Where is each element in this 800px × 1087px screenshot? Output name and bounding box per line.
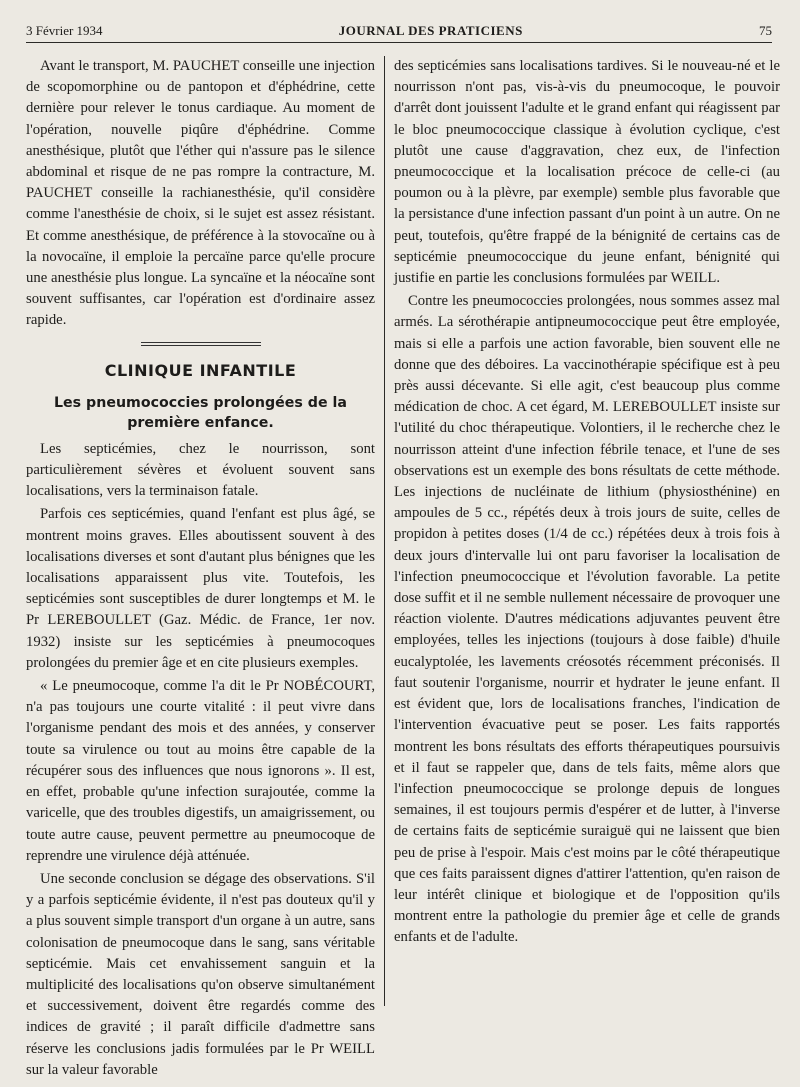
page-header — [26, 20, 772, 42]
paragraph: Parfois ces septicémies, quand l'enfant est plus âgé, se montrent moins graves. Elles aboutissent souvent à des localisations diverses et sont d'autant plus bénignes que les localisations apparaissent plus vite. Toutefois, les septicémies sont susceptibles de durer longtemps et M. le Pr LEREBOULLET (Gaz. Médic. de France, 1er nov. 1932) insiste sur les septicémies à pneumocoques prolongées du premier âge et en cite plusieurs exemples. — [26, 506, 375, 671]
paragraph: Les septicémies, chez le nourrisson, sont particulièrement sévères et évoluent souvent sans localisations, vers la terminaison fatale. — [26, 440, 375, 500]
section-separator — [141, 342, 261, 346]
paragraph: Contre les pneumococcies prolongées, nous sommes assez mal armés. La sérothérapie antipneumococcique peut être employée, mais si elle a parfois une action favorable, bien souvent elle ne donne que des déboires. La vaccinothérapie spécifique est à peu près aussi décevante. Si elle agit, c'est beaucoup plus comme médication de choc. A cet égard, M. LEREBOULLET insiste sur l'utilité du choc thérapeutique. Volontiers, il le recherche chez le nourrisson atteint d'une infection fébrile tenace, et l'une de ses observations est un exemple des bons résultats de cette méthode. Les injections de nucléinate de lithium (physiosthénine) en ampoules de 5 cc., répétés deux à trois jours de suite, celles de propidon à petites doses (1/4 de cc.) répétées deux à trois fois à deux jours d'intervalle lui ont paru favoriser la localisation de l'infection pneumococcique et l'évolution favorable. La petite dose suffit et il ne semble nullement nécessaire de provoquer une réaction violente. D'autres médications adjuvantes peuvent être employées, telles les injections (toujours à dose faible) d'huile eucalyptolée, les lavements créosotés récemment préconisés. Il faut soutenir l'organisme, nourrir et hydrater le jeune enfant. Il est évident que, lors de localisations franches, l'indication de l'intervention évacuative peut se poser. Les faits rapportés montrent les bons résultats des efforts thérapeutiques poursuivis et il faut se rappeler que, dans de tels faits, même alors que l'infection pneumococcique se prolonge depuis de longues semaines, il est toujours permis d'espérer et de lutter, à l'inverse de certains faits de septicémie suraiguë qui ne laissent que bien peu de prise à l'espoir. Mais c'est moins par le côté thérapeutique que ces faits paraissent dignes d'attirer l'attention, qu'en raison de leur intérêt clinique et biologique et de l'opposition qu'ils montrent entre la pathologie du premier âge et celle de grands enfants et de l'adulte. — [394, 293, 780, 946]
right-column — [394, 56, 780, 951]
left-column — [26, 56, 375, 1083]
column-divider — [384, 56, 385, 1006]
header-date: 3 Février 1934 — [26, 23, 103, 38]
header-rule — [26, 42, 772, 43]
article-title: Les pneumococcies prolongées de la première enfance. — [54, 394, 347, 431]
header-page-number: 75 — [759, 23, 772, 38]
paragraph: « Le pneumocoque, comme l'a dit le Pr NOBÉCOURT, n'a pas toujours une courte vitalité : il peut vivre dans l'organisme pendant des mois et des années, y conserver toute sa virulence ou tout au moins être capable de la récupérer sous des influences que nous ignorons ». Il est, en effet, probable qu'une infection surajoutée, comme la varicelle, que des troubles digestifs, un amaigrissement, ou toute autre cause, peuvent permettre au pneumocoque de reprendre une virulence déjà atténuée. — [26, 678, 375, 864]
paragraph: Avant le transport, M. PAUCHET conseille une injection de scopomorphine ou de pantopon et d'éphédrine, cette dernière pour relever le tonus cardiaque. Au moment de l'opération, nouvelle piqûre d'éphédrine. Comme anesthésique, plutôt que l'éther qui n'assure pas le silence abdominal et risque de ne pas rompre la contracture, M. PAUCHET conseille la rachianesthésie, qu'il considère comme l'anesthésie de choix, si le sujet est assez résistant. Et comme anesthésique, de préférence à la stovocaïne ou à la novocaïne, il emploie la percaïne parce qu'elle procure une anesthésie plus longue. La syncaïne et la néocaïne sont souvent suffisantes, car l'opération est d'ordinaire assez rapide. — [26, 58, 375, 329]
paragraph: des septicémies sans localisations tardives. Si le nouveau-né et le nourrisson n'ont pas, vis-à-vis du pneumocoque, le pouvoir d'arrêt dont jouissent l'adulte et le grand enfant qui réagissent par le bloc pneumococcique classique à évolution cyclique, c'est plutôt une cause d'aggravation, chez eux, de l'infection pneumococcique et la localisation précoce de celle-ci (au poumon ou à la plèvre, par exemple) semble plus favorable que la persistance d'une infection passant d'un point à un autre. On ne peut, toutefois, qu'être frappé de la bénignité de certains cas de septicémie pneumococcique du jeune enfant, bénignité qui justifie en partie les conclusions formulées par WEILL. — [394, 58, 780, 287]
paragraph: Une seconde conclusion se dégage des observations. S'il y a parfois septicémie évidente, il n'est pas douteux qu'il y a plus souvent simple transport d'un organe à un autre, sans colonisation de pneumocoque dans le sang, sans véritable septicémie. Mais cet envahissement sanguin et la multiplicité des localisations qu'on observe simultanément et successivement, doivent être regardés comme des indices de gravité ; il paraît difficile d'admettre sans réserve les conclusions jadis formulées par le Pr WEILL sur la valeur favorable — [26, 870, 375, 1078]
header-journal-title: JOURNAL DES PRATICIENS — [338, 23, 523, 38]
section-heading: CLINIQUE INFANTILE — [104, 360, 297, 380]
